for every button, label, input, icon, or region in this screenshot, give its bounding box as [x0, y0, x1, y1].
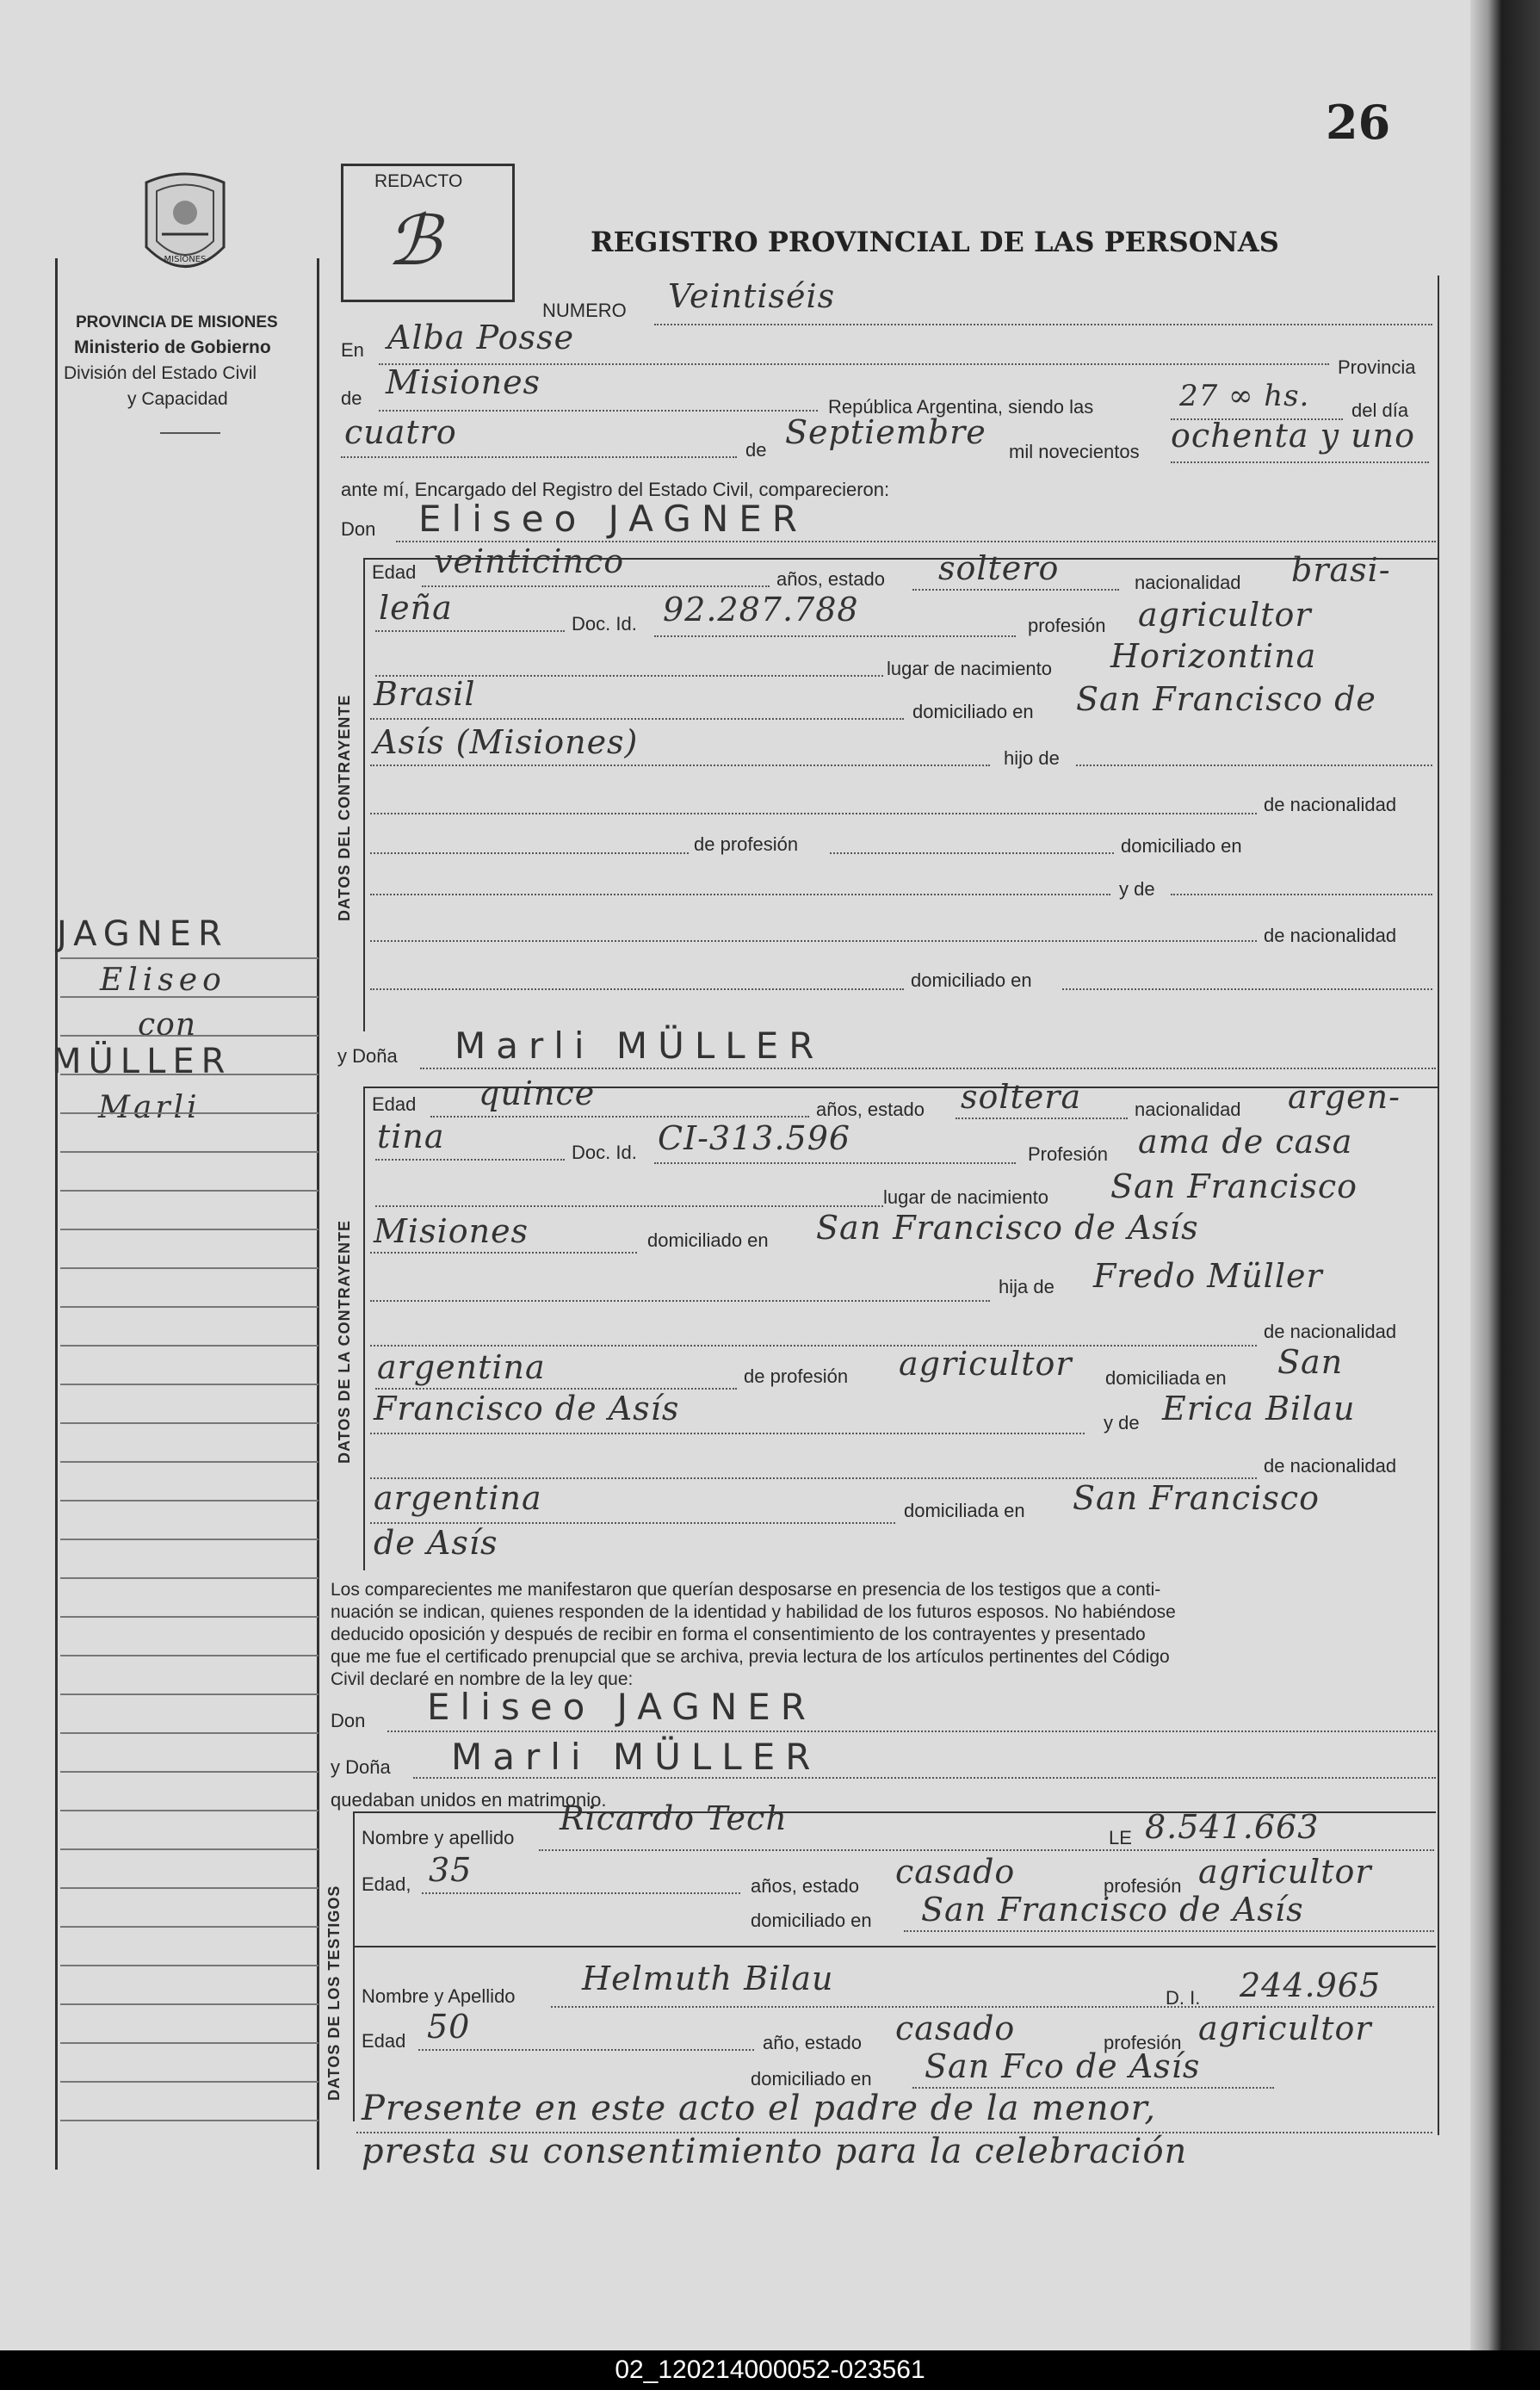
don2-label: Don: [331, 1710, 366, 1731]
numero-line: [654, 324, 1432, 325]
bride-madre-nac: argentina: [374, 1479, 542, 1517]
hora-value: 27 ∞ hs.: [1179, 379, 1310, 413]
w2-doc: 244.965: [1240, 1966, 1382, 2004]
groom-profesion-value: agricultor: [1138, 596, 1312, 634]
groom-lugar2-line: [370, 718, 904, 720]
bride-madre-dom-2: de Asís: [374, 1524, 498, 1562]
groom-padre-nac-label: de nacionalidad: [1264, 794, 1397, 815]
note-line-2: presta su consentimiento para la celebración: [362, 2132, 1188, 2171]
margin-rule-line: [60, 1926, 319, 1928]
del-dia-label: del día: [1351, 399, 1409, 421]
bride-block-rule: [363, 1088, 365, 1570]
w2-nombre-label: Nombre y Apellido: [362, 1985, 516, 2007]
groom-edad-value: veinticinco: [434, 542, 625, 580]
w1-estado: casado: [895, 1853, 1016, 1891]
margin-rule-line: [60, 2120, 319, 2121]
groom-madre-line: [370, 894, 1110, 895]
quedaban-text: quedaban unidos en matrimonio.: [331, 1789, 607, 1811]
datos-testigos-label: DATOS DE LOS TESTIGOS: [325, 1885, 343, 2101]
margin-rule-line: [60, 1965, 319, 1966]
svg-text:MISIONES: MISIONES: [164, 255, 207, 264]
groom-edad-line: [422, 585, 770, 587]
en-value: Alba Posse: [387, 319, 575, 356]
anio-value: ochenta y uno: [1171, 417, 1415, 455]
groom-estado-line: [912, 589, 1119, 591]
bride-edad-label: Edad: [372, 1093, 417, 1115]
don2-line: [387, 1731, 1436, 1732]
don-label: Don: [341, 518, 376, 540]
form-right-rule: [1438, 276, 1439, 2135]
witness-block-rule: [353, 1811, 355, 2121]
margin-rule-line: [60, 1345, 319, 1347]
left-header-province: PROVINCIA DE MISIONES: [76, 313, 278, 331]
w1-profesion: agricultor: [1198, 1853, 1372, 1891]
statement-line-2: nuación se indican, quienes responden de la identidad y habilidad de los futuros esposos. No habiéndose: [331, 1602, 1176, 1622]
left-header-capacidad: y Capacidad: [127, 389, 228, 409]
mes-value: Septiembre: [785, 413, 986, 451]
w1-anos-estado-label: años, estado: [751, 1875, 859, 1897]
margin-rule-line: [60, 2081, 319, 2083]
bride-lugar2-line: [370, 1252, 637, 1254]
margin-rule-line: [60, 1655, 319, 1656]
margin-rule-line: [60, 1771, 319, 1773]
bride-domicilio-value: San Francisco de Asís: [816, 1209, 1199, 1247]
groom-nacionalidad-1: brasi-: [1291, 551, 1391, 589]
bride-padre-prof: agricultor: [899, 1345, 1073, 1383]
groom-padre-dom-label: domiciliado en: [1121, 835, 1242, 857]
de-line: [379, 410, 818, 412]
groom-madre-dom-label: domiciliado en: [911, 969, 1032, 991]
groom-nacionalidad-2: leña: [379, 589, 453, 627]
numero-label: NUMERO: [542, 300, 627, 321]
margin-rule-line: [60, 996, 319, 998]
bride-anos-estado-label: años, estado: [816, 1099, 925, 1120]
margin-rule-line: [60, 1539, 319, 1540]
bride-padre-nac-label: de nacionalidad: [1264, 1321, 1397, 1342]
w2-name: Helmuth Bilau: [582, 1960, 834, 1997]
dona2-label: y Doña: [331, 1756, 391, 1778]
ante-mi-text: ante mí, Encargado del Registro del Estado Civil, comparecieron:: [341, 479, 890, 500]
dona2-line: [413, 1777, 1436, 1779]
bride-lugar-2: Misiones: [374, 1212, 529, 1250]
image-caption: 02_120214000052-023561: [615, 2356, 925, 2384]
groom-madre-line2: [1171, 894, 1432, 895]
don2-value: Eliseo JAGNER: [427, 1686, 816, 1728]
margin-rule-line: [60, 1887, 319, 1889]
left-header-division: División del Estado Civil: [64, 363, 257, 383]
bride-lugar-line-a: [375, 1205, 883, 1207]
margin-rule-line: [60, 1190, 319, 1192]
bride-profesion-label: Profesión: [1028, 1143, 1108, 1165]
margin-rule-line: [60, 1267, 319, 1269]
datos-la-contrayente-label: DATOS DE LA CONTRAYENTE: [336, 1219, 353, 1464]
bride-lugar-1: San Francisco: [1110, 1167, 1358, 1205]
bride-madre-dom-1: San Francisco: [1073, 1479, 1320, 1517]
groom-lugar-2: Brasil: [374, 675, 476, 713]
redacto-stamp: [341, 164, 515, 302]
w1-domicilio-label: domiciliado en: [751, 1910, 872, 1931]
w2-edad-label: Edad: [362, 2030, 406, 2052]
groom-hijo-label: hijo de: [1004, 747, 1060, 769]
w2-profesion-label: profesión: [1104, 2032, 1182, 2053]
w1-nombre-line: [539, 1849, 1434, 1851]
bride-name: Marli MÜLLER: [455, 1025, 825, 1067]
margin-rule-line: [60, 2003, 319, 2005]
bride-doc-value: CI-313.596: [658, 1119, 851, 1157]
page-number: 26: [1326, 95, 1391, 150]
margin-name-bride: Marli: [98, 1090, 201, 1125]
anio-line: [1171, 461, 1429, 463]
margin-rule-line: [60, 1112, 319, 1114]
bride-estado-line: [956, 1118, 1128, 1119]
w1-name: Ricardo Tech: [560, 1799, 788, 1837]
bride-padre-nac-line: [370, 1345, 1257, 1347]
mil-novecientos-label: mil novecientos: [1009, 441, 1140, 462]
bride-madre-nac-label: de nacionalidad: [1264, 1455, 1397, 1477]
statement-line-5: Civil declaré en nombre de la ley que:: [331, 1669, 634, 1689]
dona-line: [420, 1068, 1436, 1069]
w1-nombre-label: Nombre y apellido: [362, 1827, 515, 1848]
w1-profesion-label: profesión: [1104, 1875, 1182, 1897]
de-mes-label: de: [745, 439, 767, 461]
groom-domicilio-label: domiciliado en: [912, 701, 1034, 722]
bride-padre-prof-label: de profesión: [744, 1365, 849, 1387]
y-dona-label: y Doña: [337, 1045, 398, 1067]
bride-nacionalidad-2: tina: [377, 1118, 445, 1155]
left-header-rule: [160, 432, 220, 434]
groom-hijo-line: [1076, 765, 1432, 766]
bride-padre-dom-label: domiciliada en: [1105, 1367, 1227, 1389]
statement-text: [331, 1579, 1424, 1691]
provincial-seal: [138, 165, 232, 286]
bride-estado-value: soltera: [961, 1078, 1082, 1116]
groom-padre-prof-label: de profesión: [694, 833, 799, 855]
redacto-initials: ℬ: [387, 201, 442, 281]
margin-rule-line: [60, 1732, 319, 1734]
en-label: En: [341, 339, 364, 361]
groom-padre-nac-line: [370, 813, 1257, 814]
groom-edad-label: Edad: [372, 561, 417, 583]
groom-dom2-line: [370, 765, 990, 766]
statement-line-1: Los comparecientes me manifestaron que querían desposarse en presencia de los testigos que a conti-: [331, 1580, 1161, 1600]
margin-rule-line: [60, 1074, 319, 1075]
bride-nacionalidad-label: nacionalidad: [1135, 1099, 1241, 1120]
bride-profesion-value: ama de casa: [1138, 1123, 1353, 1161]
document-title: REGISTRO PROVINCIAL DE LAS PERSONAS: [591, 226, 1279, 258]
bride-nacionalidad-1: argen-: [1288, 1078, 1401, 1116]
margin-rule-line: [60, 1151, 319, 1153]
w2-ano-estado-label: año, estado: [763, 2032, 862, 2053]
w2-edad-line: [418, 2049, 754, 2051]
groom-profesion-label: profesión: [1028, 615, 1106, 636]
de-value: Misiones: [386, 363, 541, 401]
groom-name: Eliseo JAGNER: [418, 498, 807, 540]
bride-hija-line: [370, 1300, 990, 1302]
dia-line: [341, 456, 737, 458]
bride-domicilio-label: domiciliado en: [647, 1229, 769, 1251]
book-spine: [1470, 0, 1540, 2350]
groom-domicilio-1: San Francisco de: [1076, 680, 1376, 718]
bride-padre-nac: argentina: [377, 1348, 546, 1386]
bride-edad-value: quince: [479, 1074, 596, 1112]
margin-rule-line: [60, 1616, 319, 1618]
margin-con: con: [138, 1007, 197, 1043]
groom-padre-prof-line2: [830, 852, 1114, 854]
groom-doc-value: 92.287.788: [663, 591, 859, 628]
bride-padre: Fredo Müller: [1093, 1257, 1323, 1295]
margin-rule-line: [60, 1693, 319, 1695]
w1-edad: 35: [429, 1851, 473, 1889]
statement-line-3: deducido oposición y después de recibir en forma el consentimiento de los contrayentes y presentado: [331, 1625, 1146, 1644]
groom-domicilio-2: Asís (Misiones): [374, 723, 639, 761]
groom-nacionalidad-label: nacionalidad: [1135, 572, 1241, 593]
margin-rule-line: [60, 1461, 319, 1463]
groom-estado-value: soltero: [938, 549, 1060, 587]
groom-y-de-label: y de: [1119, 878, 1155, 900]
bride-hija-label: hija de: [999, 1276, 1054, 1297]
groom-madre-dom-line2: [1062, 988, 1432, 990]
groom-madre-nac-line: [370, 940, 1257, 942]
w2-nombre-line: [551, 2006, 1434, 2008]
groom-lugar-label: lugar de nacimiento: [887, 658, 1053, 679]
margin-surname-groom: JAGNER: [57, 914, 229, 954]
bride-madre: Erica Bilau: [1162, 1390, 1356, 1427]
witness-divider: [353, 1946, 1436, 1947]
w1-edad-label: Edad,: [362, 1873, 411, 1895]
bride-padre-dom-1: San: [1277, 1343, 1344, 1381]
left-header-ministry: Ministerio de Gobierno: [74, 337, 271, 357]
bride-y-de-label: y de: [1104, 1412, 1140, 1433]
groom-doc-label: Doc. Id.: [572, 613, 637, 635]
statement-line-4: que me fue el certificado prenupcial que se archiva, previa lectura de los artículos pertinentes del Código: [331, 1647, 1170, 1667]
note-line-1: Presente en este acto el padre de la menor,: [362, 2089, 1157, 2128]
provincia-label: Provincia: [1338, 356, 1416, 378]
bride-padre-dom2-line: [370, 1433, 1085, 1434]
bride-madre-dom-label: domiciliada en: [904, 1500, 1025, 1521]
margin-rule-line: [60, 1500, 319, 1501]
dona2-value: Marli MÜLLER: [451, 1736, 821, 1778]
margin-name-groom: Eliseo: [100, 963, 226, 998]
w2-domicilio-label: domiciliado en: [751, 2068, 872, 2090]
dia-value: cuatro: [344, 413, 457, 451]
bride-doc-label: Doc. Id.: [572, 1142, 637, 1163]
right-column-rule: [317, 258, 319, 2170]
margin-rule-line: [60, 1848, 319, 1850]
republica-label: República Argentina, siendo las: [828, 396, 1094, 418]
groom-madre-nac-label: de nacionalidad: [1264, 925, 1397, 946]
w2-di-label: D. I.: [1166, 1987, 1201, 2009]
datos-contrayente-label: DATOS DEL CONTRAYENTE: [336, 694, 353, 921]
margin-rule-line: [60, 1810, 319, 1811]
bride-doc-line: [654, 1162, 1016, 1164]
w1-domicilio-line: [904, 1930, 1434, 1932]
groom-padre-prof-line: [370, 852, 689, 854]
numero-value: Veintiséis: [668, 277, 836, 315]
margin-surname-bride: MÜLLER: [52, 1042, 232, 1081]
margin-rule-line: [60, 1577, 319, 1579]
bride-lugar-label: lugar de nacimiento: [883, 1186, 1049, 1208]
margin-rule-line: [60, 1306, 319, 1308]
w2-domicilio: San Fco de Asís: [925, 2047, 1201, 2085]
margin-rule-line: [60, 1229, 319, 1230]
w1-domicilio: San Francisco de Asís: [921, 1891, 1304, 1929]
groom-block-rule: [363, 560, 365, 1031]
margin-rule-line: [60, 957, 319, 959]
groom-madre-dom-line: [370, 988, 904, 990]
w1-edad-line: [422, 1892, 740, 1894]
w2-edad: 50: [427, 2008, 471, 2046]
margin-rule-line: [60, 2042, 319, 2044]
w2-estado: casado: [895, 2009, 1016, 2047]
de-label: de: [341, 387, 362, 409]
left-column-rule: [55, 258, 58, 2170]
groom-lugar-1: Horizontina: [1110, 637, 1317, 675]
bride-padre-dom-2: Francisco de Asís: [374, 1390, 680, 1427]
w1-le-label: LE: [1109, 1827, 1132, 1848]
groom-doc-line: [654, 635, 1016, 637]
margin-rule-line: [60, 1035, 319, 1037]
groom-anos-estado-label: años, estado: [776, 568, 885, 590]
bride-edad-line: [430, 1116, 809, 1118]
bride-nac2-line: [375, 1159, 565, 1161]
w2-profesion: agricultor: [1198, 2009, 1372, 2047]
margin-rule-line: [60, 1422, 319, 1424]
redacto-label: REDACTO: [374, 171, 463, 191]
margin-rule-line: [60, 1384, 319, 1385]
w1-doc: 8.541.663: [1145, 1808, 1320, 1846]
groom-nac2-line: [375, 630, 565, 632]
